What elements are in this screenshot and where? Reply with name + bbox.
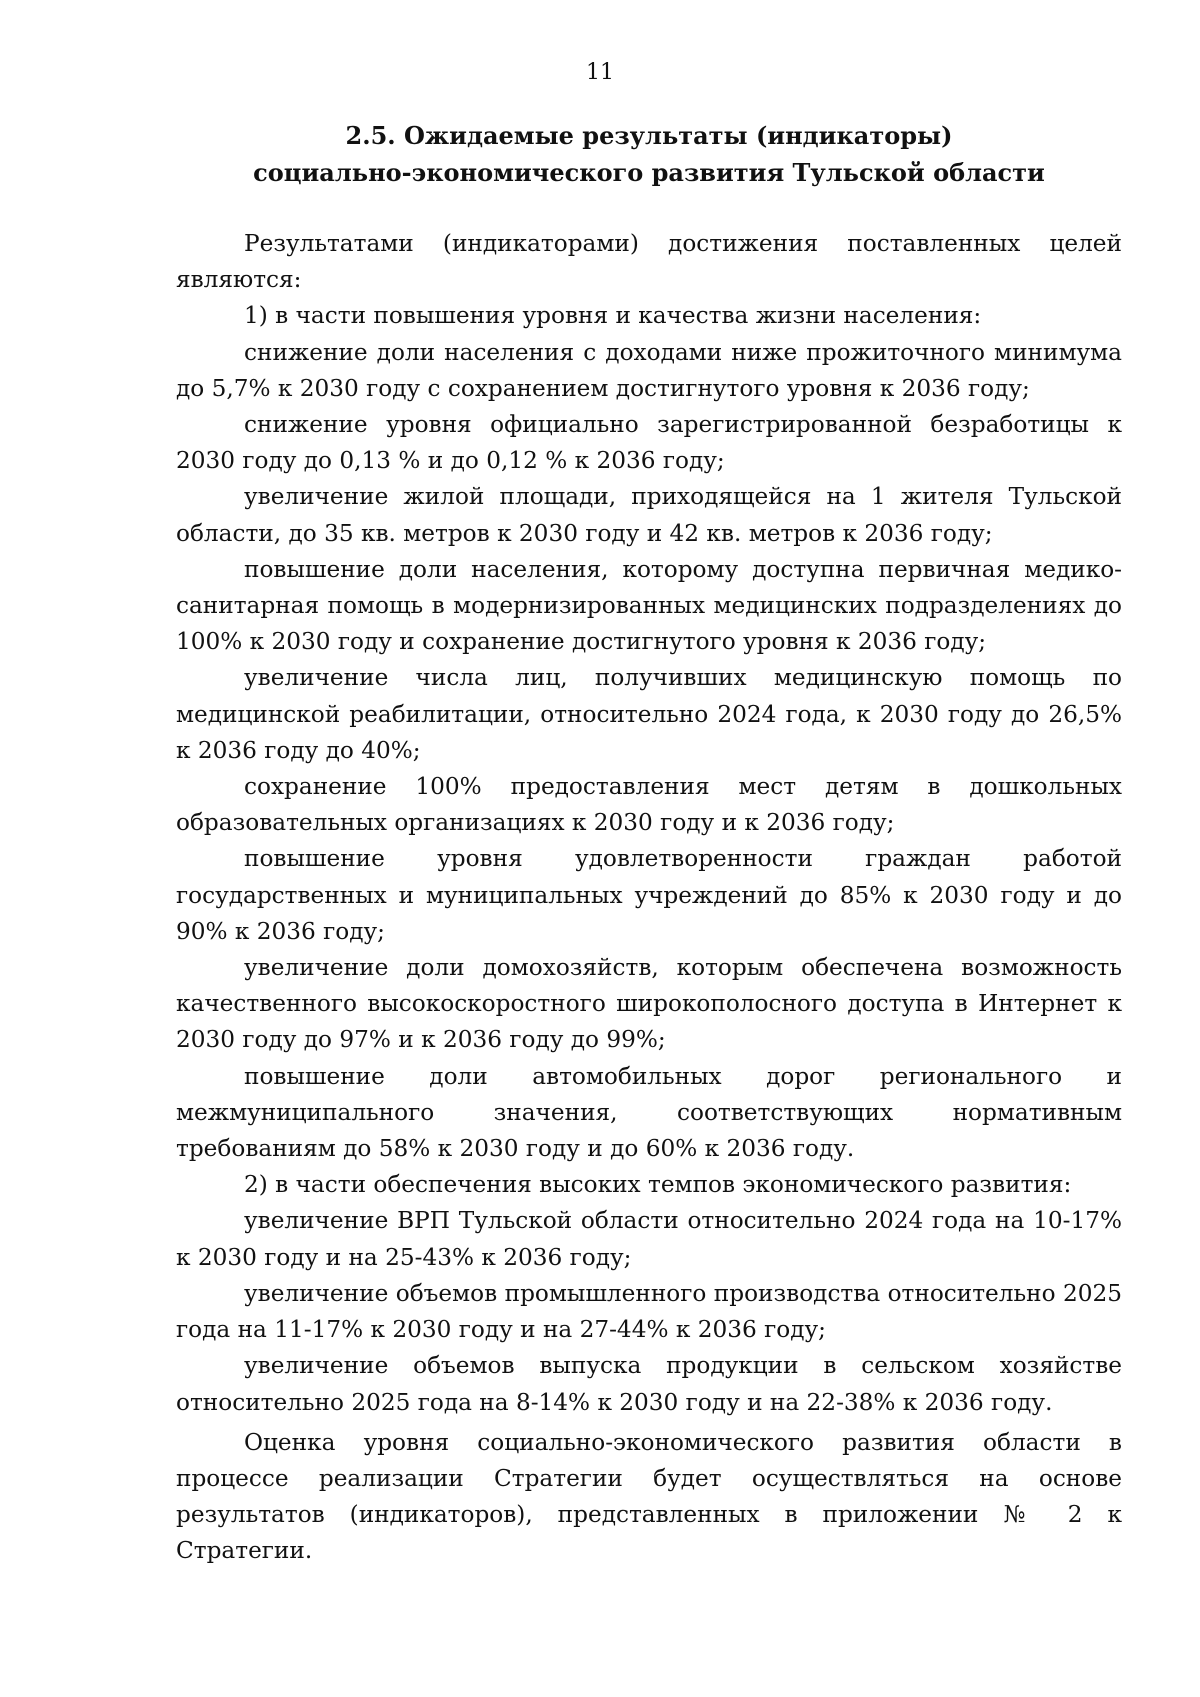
- paragraph-indicator: увеличение ВРП Тульской области относительно 2024 года на 10-17% к 2030 году и на 25-43% к 2036 году;: [176, 1207, 1122, 1271]
- paragraph-indicator: увеличение числа лиц, получивших медицинскую помощь по медицинской реабилитации, относительно 2024 года, к 2030 году до 26,5% к 2036 году до 40%;: [176, 664, 1122, 764]
- paragraph-conclusion: Оценка уровня социально-экономического развития области в процессе реализации Стратегии будет осуществляться на основе результатов (индикаторов), представленных в приложении № 2 к Стратегии.: [176, 1428, 1122, 1565]
- section-heading: [176, 117, 1122, 191]
- page-number: 11: [586, 60, 614, 85]
- paragraph-indicator: повышение уровня удовлетворенности граждан работой государственных и муниципальных учреждений до 85% к 2030 году и до 90% к 2036 году;: [176, 845, 1122, 945]
- paragraph-indicator: увеличение жилой площади, приходящейся на 1 жителя Тульской области, до 35 кв. метров к 2030 году и 42 кв. метров к 2036 году;: [176, 483, 1122, 547]
- paragraph-indicator: сохранение 100% предоставления мест детям в дошкольных образовательных организациях к 2030 году и к 2036 году;: [176, 773, 1122, 837]
- paragraph-indicator: снижение уровня официально зарегистрированной безработицы к 2030 году до 0,13 % и до 0,12 % к 2036 году;: [176, 411, 1122, 475]
- section-heading-line-2: социально-экономического развития Тульской области: [253, 158, 1045, 187]
- paragraph-intro: Результатами (индикаторами) достижения поставленных целей являются:: [176, 230, 1122, 294]
- document-body: [176, 226, 1122, 1570]
- paragraph-list-heading-2: 2) в части обеспечения высоких темпов экономического развития:: [244, 1171, 1072, 1199]
- paragraph-indicator: повышение доли автомобильных дорог регионального и межмуниципального значения, соответствующих нормативным требованиям до 58% к 2030 году и до 60% к 2036 году.: [176, 1062, 1122, 1163]
- paragraph-indicator: увеличение объемов выпуска продукции в сельском хозяйстве относительно 2025 года на 8-14% к 2030 году и на 22-38% к 2036 году.: [176, 1352, 1122, 1416]
- section-heading-line-1: 2.5. Ожидаемые результаты (индикаторы): [345, 121, 953, 150]
- paragraph-indicator: снижение доли населения с доходами ниже прожиточного минимума до 5,7% к 2030 году с сохранением достигнутого уровня к 2036 году;: [176, 338, 1122, 402]
- paragraph-list-heading-1: 1) в части повышения уровня и качества жизни населения:: [244, 302, 982, 330]
- paragraph-indicator: увеличение доли домохозяйств, которым обеспечена возможность качественного высокоскоростного широкополосного доступа в Интернет к 2030 году до 97% и к 2036 году до 99%;: [176, 954, 1122, 1054]
- paragraph-indicator: увеличение объемов промышленного производства относительно 2025 года на 11-17% к 2030 году и на 27-44% к 2036 году;: [176, 1279, 1122, 1344]
- paragraph-indicator: повышение доли населения, которому доступна первичная медико-санитарная помощь в модернизированных медицинских подразделениях до 100% к 2030 году и сохранение достигнутого уровня к 2036 году;: [176, 555, 1122, 656]
